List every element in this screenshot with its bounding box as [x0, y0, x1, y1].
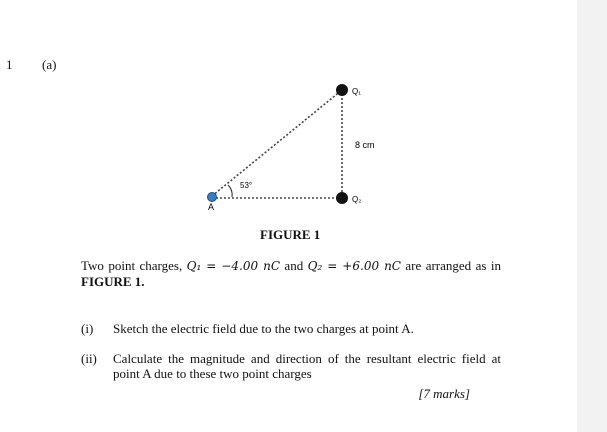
q2-expression: Q₂ = +6.00 nC	[307, 259, 401, 273]
intro-text-1: Two point charges,	[81, 258, 187, 273]
intro-and: and	[280, 258, 308, 273]
angle-label: 53°	[240, 181, 253, 190]
item-1-text: Sketch the electric field due to the two charges at point A.	[113, 321, 414, 336]
intro-text-2: are arranged as in	[400, 258, 501, 273]
hypotenuse-line	[212, 90, 342, 196]
question-number: 1	[6, 57, 13, 72]
point-a-marker	[208, 193, 217, 202]
q1-expression: Q₁ = −4.00 nC	[186, 259, 280, 273]
charge-q2-marker	[336, 192, 348, 204]
distance-label: 8 cm	[355, 140, 375, 150]
page-margin-strip	[577, 0, 607, 432]
figure-caption: FIGURE 1	[260, 227, 321, 242]
part-label: (a)	[42, 57, 57, 72]
marks-label	[418, 386, 470, 402]
point-a-label: A	[208, 202, 215, 212]
marks-text: [7 marks]	[418, 386, 470, 401]
angle-arc	[228, 185, 232, 197]
item-2-text: Calculate the magnitude and direction of the resultant electric field at point A due to these two point charges	[113, 351, 501, 381]
item-2-number: (ii)	[81, 351, 97, 366]
problem-statement	[81, 258, 501, 289]
item-1-number: (i)	[81, 321, 94, 336]
q2-label: Q₂	[352, 195, 362, 204]
figure-reference: FIGURE 1.	[81, 274, 145, 289]
q1-label: Q₁	[352, 87, 361, 96]
charge-q1-marker	[336, 84, 348, 96]
